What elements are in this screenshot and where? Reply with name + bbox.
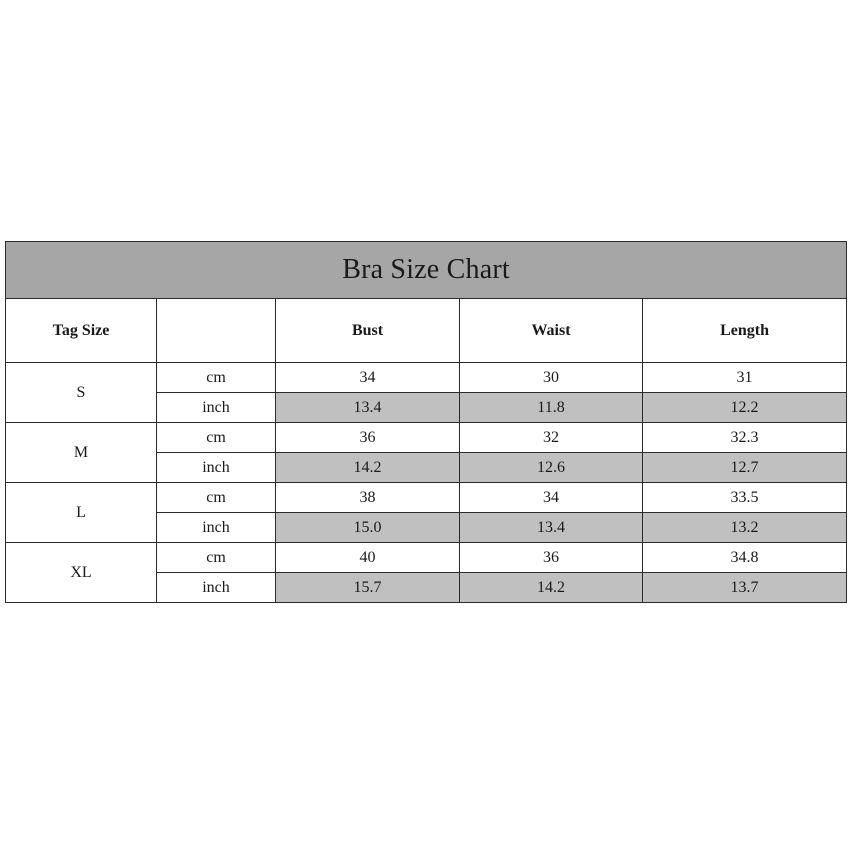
length-value: 33.5 [643, 483, 847, 513]
waist-value: 32 [460, 423, 643, 453]
column-header-waist: Waist [460, 299, 643, 363]
table-row-xl-cm [6, 543, 847, 573]
length-value: 31 [643, 363, 847, 393]
length-value: 32.3 [643, 423, 847, 453]
column-header-length: Length [643, 299, 847, 363]
unit-cell: cm [157, 363, 276, 393]
unit-cell: cm [157, 483, 276, 513]
waist-value: 12.6 [460, 453, 643, 483]
length-value: 12.7 [643, 453, 847, 483]
column-header-tag-size: Tag Size [6, 299, 157, 363]
table-row-l-cm [6, 483, 847, 513]
length-value: 12.2 [643, 393, 847, 423]
bust-value: 15.0 [276, 513, 460, 543]
bust-value: 40 [276, 543, 460, 573]
waist-value: 14.2 [460, 573, 643, 603]
length-value: 13.2 [643, 513, 847, 543]
waist-value: 36 [460, 543, 643, 573]
size-label-l: L [6, 483, 157, 543]
waist-value: 13.4 [460, 513, 643, 543]
size-label-s: S [6, 363, 157, 423]
column-header-bust: Bust [276, 299, 460, 363]
length-value: 34.8 [643, 543, 847, 573]
size-label-m: M [6, 423, 157, 483]
waist-value: 30 [460, 363, 643, 393]
length-value: 13.7 [643, 573, 847, 603]
size-label-xl: XL [6, 543, 157, 603]
unit-cell: inch [157, 573, 276, 603]
title-row [6, 242, 847, 299]
unit-cell: inch [157, 513, 276, 543]
unit-cell: cm [157, 423, 276, 453]
waist-value: 34 [460, 483, 643, 513]
bust-value: 14.2 [276, 453, 460, 483]
header-row [6, 299, 847, 363]
bust-value: 38 [276, 483, 460, 513]
chart-title: Bra Size Chart [6, 242, 847, 299]
table-row-s-cm [6, 363, 847, 393]
size-chart-table [5, 241, 847, 603]
bust-value: 15.7 [276, 573, 460, 603]
table-row-m-cm [6, 423, 847, 453]
unit-cell: inch [157, 393, 276, 423]
bust-value: 36 [276, 423, 460, 453]
unit-cell: cm [157, 543, 276, 573]
unit-cell: inch [157, 453, 276, 483]
bust-value: 13.4 [276, 393, 460, 423]
bust-value: 34 [276, 363, 460, 393]
column-header-unit [157, 299, 276, 363]
waist-value: 11.8 [460, 393, 643, 423]
